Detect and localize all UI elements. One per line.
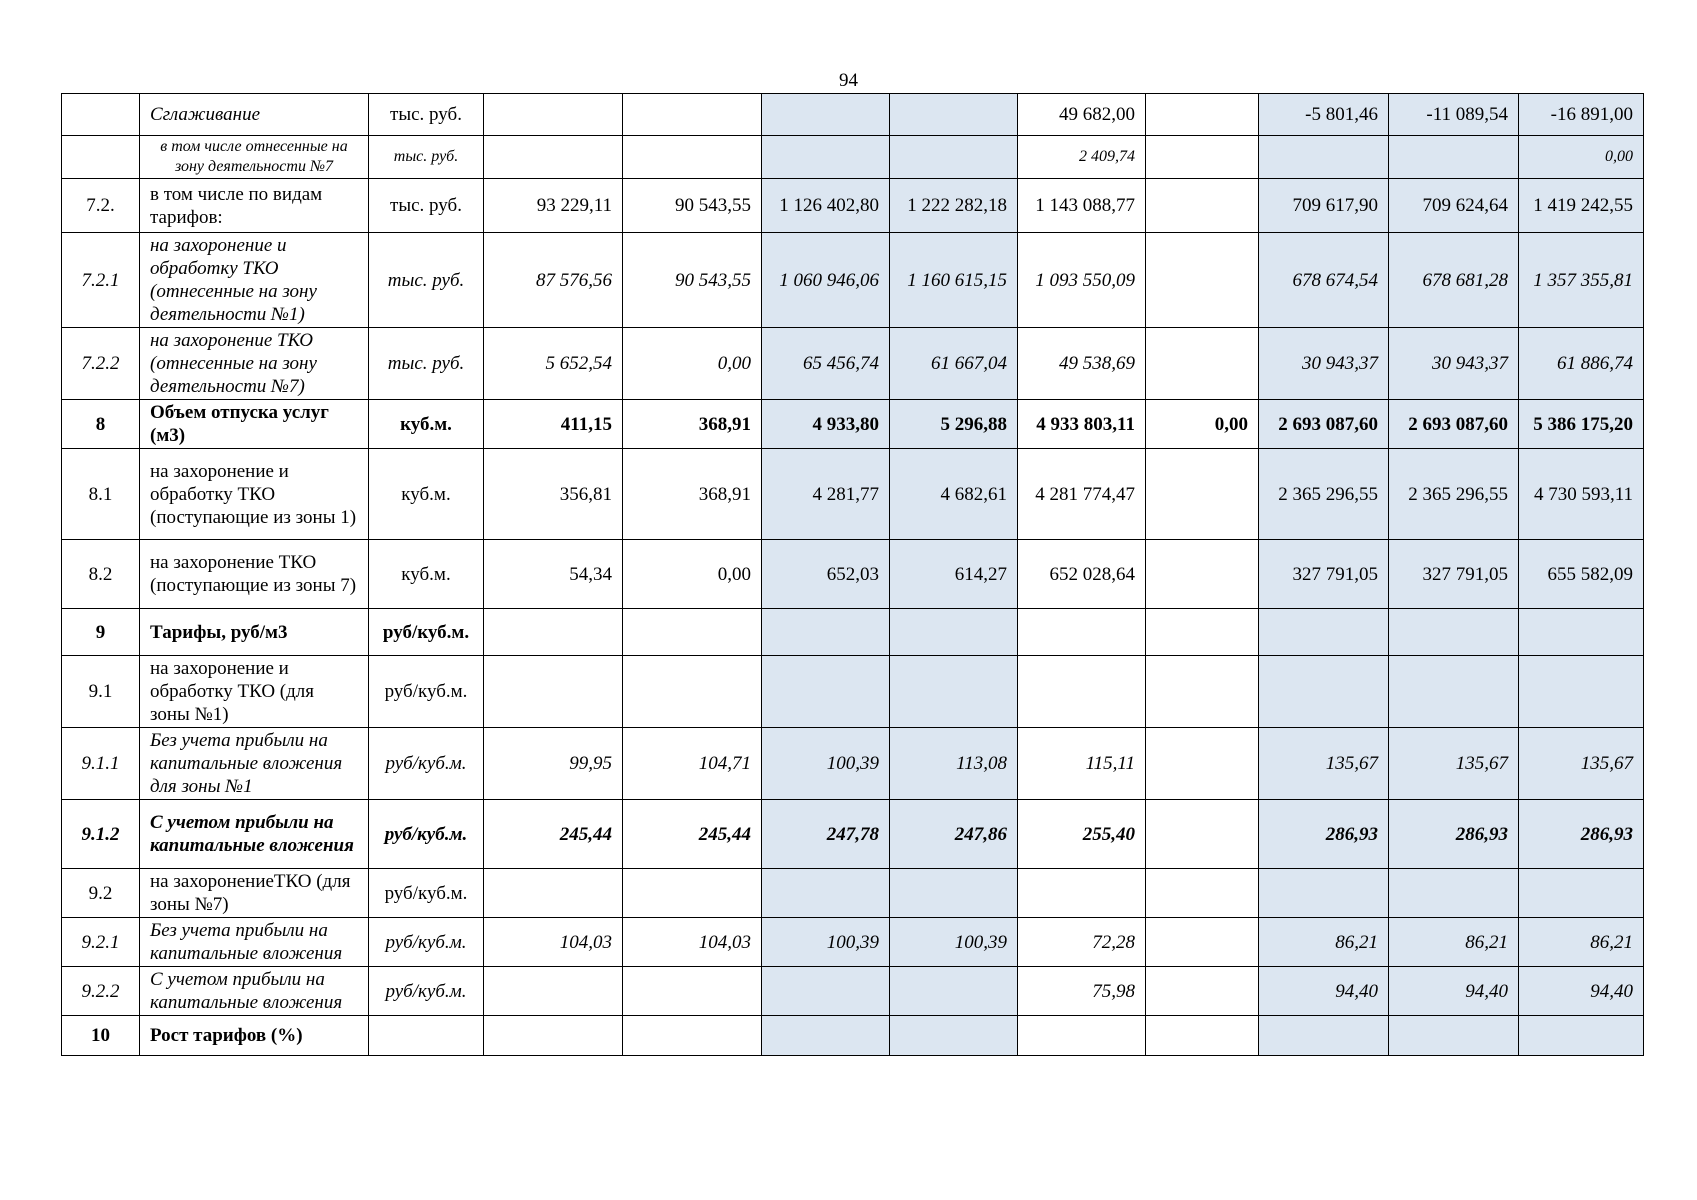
row-number: 7.2. xyxy=(62,179,140,233)
value-cell xyxy=(1146,967,1259,1016)
row-unit: куб.м. xyxy=(369,540,484,609)
value-cell xyxy=(1389,656,1519,728)
value-cell: 93 229,11 xyxy=(484,179,623,233)
value-cell: 245,44 xyxy=(484,800,623,869)
value-cell: -5 801,46 xyxy=(1259,94,1389,136)
row-name: Без учета прибыли на капитальные вложения для зоны №1 xyxy=(140,728,369,800)
value-cell xyxy=(1259,656,1389,728)
value-cell xyxy=(762,609,890,656)
row-unit: тыс. руб. xyxy=(369,136,484,179)
value-cell xyxy=(484,967,623,1016)
value-cell xyxy=(762,94,890,136)
value-cell xyxy=(762,136,890,179)
value-cell xyxy=(1259,136,1389,179)
value-cell xyxy=(890,136,1018,179)
value-cell xyxy=(1146,800,1259,869)
value-cell xyxy=(623,967,762,1016)
value-cell: 90 543,55 xyxy=(623,233,762,328)
row-number: 9.1.1 xyxy=(62,728,140,800)
row-number xyxy=(62,94,140,136)
value-cell xyxy=(1519,609,1644,656)
value-cell: 368,91 xyxy=(623,449,762,540)
value-cell xyxy=(890,609,1018,656)
value-cell: 245,44 xyxy=(623,800,762,869)
row-unit: руб/куб.м. xyxy=(369,967,484,1016)
value-cell: 2 365 296,55 xyxy=(1259,449,1389,540)
row-number: 9.2 xyxy=(62,869,140,918)
row-unit: тыс. руб. xyxy=(369,179,484,233)
value-cell xyxy=(484,136,623,179)
table-row xyxy=(62,869,1644,918)
value-cell xyxy=(484,869,623,918)
value-cell xyxy=(623,869,762,918)
value-cell: 368,91 xyxy=(623,400,762,449)
value-cell: 1 060 946,06 xyxy=(762,233,890,328)
value-cell: 5 296,88 xyxy=(890,400,1018,449)
value-cell: 411,15 xyxy=(484,400,623,449)
value-cell xyxy=(1519,656,1644,728)
value-cell xyxy=(762,656,890,728)
row-name: на захоронениеТКО (для зоны №7) xyxy=(140,869,369,918)
row-unit: руб/куб.м. xyxy=(369,656,484,728)
row-unit: тыс. руб. xyxy=(369,94,484,136)
value-cell xyxy=(890,656,1018,728)
value-cell: 100,39 xyxy=(762,918,890,967)
value-cell xyxy=(1259,869,1389,918)
value-cell: 30 943,37 xyxy=(1389,328,1519,400)
value-cell: 5 652,54 xyxy=(484,328,623,400)
row-name: С учетом прибыли на капитальные вложения xyxy=(140,800,369,869)
value-cell xyxy=(1389,136,1519,179)
row-unit: руб/куб.м. xyxy=(369,728,484,800)
row-unit: руб/куб.м. xyxy=(369,918,484,967)
row-number xyxy=(62,136,140,179)
row-unit xyxy=(369,1016,484,1056)
value-cell: 1 160 615,15 xyxy=(890,233,1018,328)
value-cell: 135,67 xyxy=(1519,728,1644,800)
row-number: 8 xyxy=(62,400,140,449)
value-cell: 286,93 xyxy=(1519,800,1644,869)
value-cell: 1 222 282,18 xyxy=(890,179,1018,233)
value-cell: 54,34 xyxy=(484,540,623,609)
value-cell xyxy=(1259,1016,1389,1056)
value-cell xyxy=(762,869,890,918)
row-number: 7.2.2 xyxy=(62,328,140,400)
page-number: 94 xyxy=(839,70,858,91)
table-row xyxy=(62,918,1644,967)
value-cell: 4 730 593,11 xyxy=(1519,449,1644,540)
value-cell xyxy=(1146,540,1259,609)
value-cell: 72,28 xyxy=(1018,918,1146,967)
value-cell: 100,39 xyxy=(890,918,1018,967)
value-cell: 247,86 xyxy=(890,800,1018,869)
value-cell: 104,03 xyxy=(484,918,623,967)
value-cell xyxy=(484,656,623,728)
value-cell: 678 674,54 xyxy=(1259,233,1389,328)
table-row xyxy=(62,656,1644,728)
table-row xyxy=(62,1016,1644,1056)
value-cell: 709 617,90 xyxy=(1259,179,1389,233)
value-cell: 2 693 087,60 xyxy=(1259,400,1389,449)
value-cell: 1 357 355,81 xyxy=(1519,233,1644,328)
value-cell: 104,03 xyxy=(623,918,762,967)
value-cell xyxy=(1146,609,1259,656)
row-name: в том числе отнесенные на зону деятельности №7 xyxy=(140,136,369,179)
value-cell xyxy=(1146,94,1259,136)
value-cell xyxy=(1146,918,1259,967)
value-cell xyxy=(1259,609,1389,656)
value-cell xyxy=(1146,233,1259,328)
row-name: Сглаживание xyxy=(140,94,369,136)
table-row xyxy=(62,136,1644,179)
value-cell: 94,40 xyxy=(1259,967,1389,1016)
value-cell xyxy=(623,136,762,179)
row-number: 8.1 xyxy=(62,449,140,540)
row-unit: тыс. руб. xyxy=(369,328,484,400)
value-cell: 113,08 xyxy=(890,728,1018,800)
value-cell xyxy=(1146,328,1259,400)
value-cell: 247,78 xyxy=(762,800,890,869)
value-cell xyxy=(484,94,623,136)
value-cell: 0,00 xyxy=(623,328,762,400)
row-number: 7.2.1 xyxy=(62,233,140,328)
value-cell xyxy=(623,656,762,728)
value-cell: 327 791,05 xyxy=(1259,540,1389,609)
value-cell: 356,81 xyxy=(484,449,623,540)
row-name: Без учета прибыли на капитальные вложения xyxy=(140,918,369,967)
value-cell xyxy=(1146,869,1259,918)
value-cell xyxy=(1018,656,1146,728)
value-cell xyxy=(1018,1016,1146,1056)
value-cell: 4 281,77 xyxy=(762,449,890,540)
value-cell: 614,27 xyxy=(890,540,1018,609)
value-cell xyxy=(1146,1016,1259,1056)
table-row xyxy=(62,967,1644,1016)
value-cell: 2 365 296,55 xyxy=(1389,449,1519,540)
value-cell xyxy=(623,94,762,136)
row-number: 9.2.2 xyxy=(62,967,140,1016)
table-row xyxy=(62,400,1644,449)
value-cell xyxy=(1519,1016,1644,1056)
value-cell xyxy=(1519,869,1644,918)
row-name: на захоронение ТКО (поступающие из зоны 7) xyxy=(140,540,369,609)
table-row xyxy=(62,609,1644,656)
row-name: на захоронение и обработку ТКО (для зоны №1) xyxy=(140,656,369,728)
value-cell xyxy=(890,967,1018,1016)
value-cell xyxy=(1146,728,1259,800)
row-unit: куб.м. xyxy=(369,449,484,540)
value-cell: 4 933,80 xyxy=(762,400,890,449)
value-cell: 49 682,00 xyxy=(1018,94,1146,136)
value-cell xyxy=(1389,869,1519,918)
value-cell: -11 089,54 xyxy=(1389,94,1519,136)
table-row xyxy=(62,800,1644,869)
value-cell: 652,03 xyxy=(762,540,890,609)
row-unit: руб/куб.м. xyxy=(369,869,484,918)
value-cell xyxy=(1389,1016,1519,1056)
value-cell: 0,00 xyxy=(1146,400,1259,449)
value-cell xyxy=(484,1016,623,1056)
value-cell xyxy=(1018,869,1146,918)
value-cell xyxy=(623,609,762,656)
value-cell xyxy=(1389,609,1519,656)
value-cell: 1 093 550,09 xyxy=(1018,233,1146,328)
value-cell: 99,95 xyxy=(484,728,623,800)
value-cell: 2 693 087,60 xyxy=(1389,400,1519,449)
row-unit: тыс. руб. xyxy=(369,233,484,328)
value-cell: 0,00 xyxy=(1519,136,1644,179)
value-cell: 87 576,56 xyxy=(484,233,623,328)
value-cell: 61 886,74 xyxy=(1519,328,1644,400)
value-cell: 1 143 088,77 xyxy=(1018,179,1146,233)
row-number: 8.2 xyxy=(62,540,140,609)
value-cell: 86,21 xyxy=(1519,918,1644,967)
value-cell: 286,93 xyxy=(1389,800,1519,869)
value-cell xyxy=(890,94,1018,136)
value-cell: 86,21 xyxy=(1259,918,1389,967)
value-cell xyxy=(1146,136,1259,179)
value-cell: 115,11 xyxy=(1018,728,1146,800)
value-cell: 4 682,61 xyxy=(890,449,1018,540)
row-name: на захоронение ТКО (отнесенные на зону деятельности №7) xyxy=(140,328,369,400)
row-number: 9 xyxy=(62,609,140,656)
value-cell: 30 943,37 xyxy=(1259,328,1389,400)
row-name: Тарифы, руб/м3 xyxy=(140,609,369,656)
value-cell xyxy=(890,869,1018,918)
row-name: на захоронение и обработку ТКО (поступающие из зоны 1) xyxy=(140,449,369,540)
value-cell: 86,21 xyxy=(1389,918,1519,967)
value-cell: 75,98 xyxy=(1018,967,1146,1016)
row-name: Объем отпуска услуг (м3) xyxy=(140,400,369,449)
row-name: Рост тарифов (%) xyxy=(140,1016,369,1056)
table-row xyxy=(62,179,1644,233)
value-cell: 61 667,04 xyxy=(890,328,1018,400)
value-cell xyxy=(1146,449,1259,540)
value-cell xyxy=(890,1016,1018,1056)
value-cell: 286,93 xyxy=(1259,800,1389,869)
value-cell: 4 281 774,47 xyxy=(1018,449,1146,540)
value-cell: 327 791,05 xyxy=(1389,540,1519,609)
value-cell: 100,39 xyxy=(762,728,890,800)
value-cell xyxy=(762,1016,890,1056)
value-cell: 1 126 402,80 xyxy=(762,179,890,233)
row-number: 9.2.1 xyxy=(62,918,140,967)
table-row xyxy=(62,233,1644,328)
table-row xyxy=(62,94,1644,136)
value-cell: 90 543,55 xyxy=(623,179,762,233)
row-number: 9.1.2 xyxy=(62,800,140,869)
row-name: С учетом прибыли на капитальные вложения xyxy=(140,967,369,1016)
value-cell: 94,40 xyxy=(1389,967,1519,1016)
value-cell: 5 386 175,20 xyxy=(1519,400,1644,449)
row-number: 9.1 xyxy=(62,656,140,728)
value-cell: 65 456,74 xyxy=(762,328,890,400)
value-cell: -16 891,00 xyxy=(1519,94,1644,136)
value-cell xyxy=(1146,179,1259,233)
value-cell xyxy=(1146,656,1259,728)
value-cell: 94,40 xyxy=(1519,967,1644,1016)
value-cell: 652 028,64 xyxy=(1018,540,1146,609)
table-row xyxy=(62,728,1644,800)
value-cell: 709 624,64 xyxy=(1389,179,1519,233)
table-row xyxy=(62,540,1644,609)
row-unit: руб/куб.м. xyxy=(369,609,484,656)
value-cell xyxy=(762,967,890,1016)
row-unit: руб/куб.м. xyxy=(369,800,484,869)
value-cell: 135,67 xyxy=(1259,728,1389,800)
row-number: 10 xyxy=(62,1016,140,1056)
table-body xyxy=(62,94,1644,1056)
value-cell: 4 933 803,11 xyxy=(1018,400,1146,449)
row-name: в том числе по видам тарифов: xyxy=(140,179,369,233)
row-name: на захоронение и обработку ТКО (отнесенные на зону деятельности №1) xyxy=(140,233,369,328)
value-cell xyxy=(1018,609,1146,656)
value-cell: 678 681,28 xyxy=(1389,233,1519,328)
value-cell: 255,40 xyxy=(1018,800,1146,869)
value-cell: 49 538,69 xyxy=(1018,328,1146,400)
table-row xyxy=(62,328,1644,400)
value-cell xyxy=(484,609,623,656)
tariff-table xyxy=(61,93,1644,1056)
row-unit: куб.м. xyxy=(369,400,484,449)
value-cell: 1 419 242,55 xyxy=(1519,179,1644,233)
value-cell: 2 409,74 xyxy=(1018,136,1146,179)
table-row xyxy=(62,449,1644,540)
value-cell xyxy=(623,1016,762,1056)
value-cell: 655 582,09 xyxy=(1519,540,1644,609)
value-cell: 0,00 xyxy=(623,540,762,609)
value-cell: 135,67 xyxy=(1389,728,1519,800)
value-cell: 104,71 xyxy=(623,728,762,800)
